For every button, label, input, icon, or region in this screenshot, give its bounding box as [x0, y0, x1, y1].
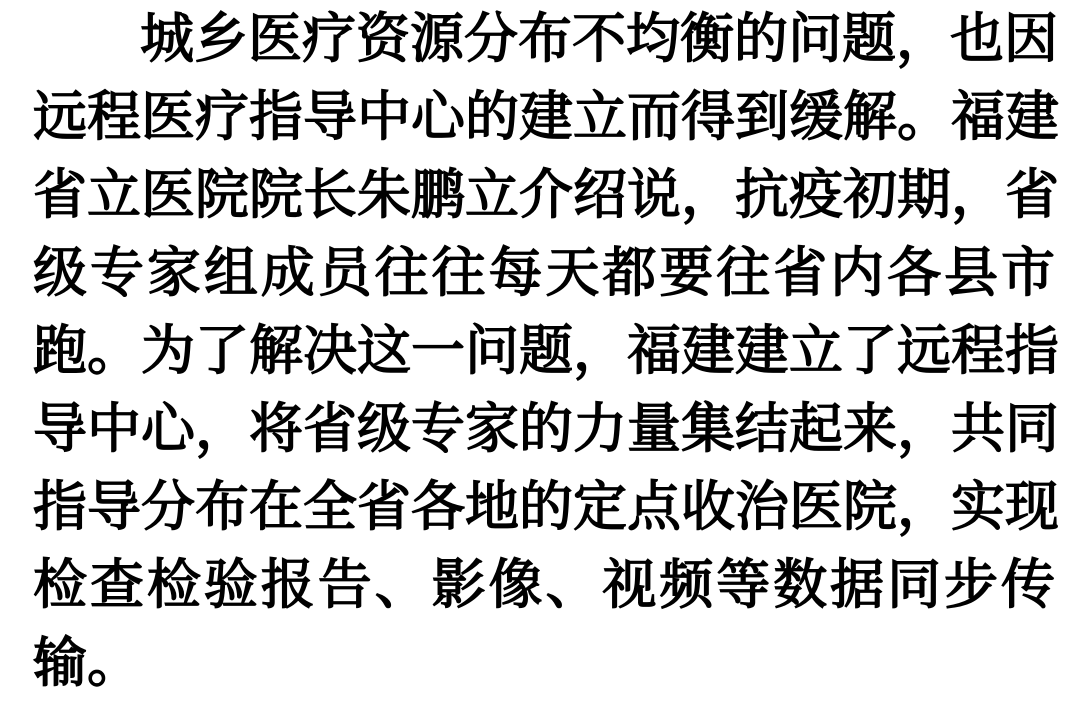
paragraph-line-7: 指导分布在全省各地的定点收治医院，实现: [33, 477, 1059, 537]
paragraph-line-6: 导中心，将省级专家的力量集结起来，共同: [33, 399, 1059, 459]
paragraph-line-4: 级专家组成员往往每天都要往省内各县市: [33, 243, 1055, 303]
paragraph-line-1: 城乡医疗资源分布不均衡的问题，也因: [140, 9, 1058, 69]
paragraph-line-5: 跑。为了解决这一问题，福建建立了远程指: [33, 321, 1059, 381]
paragraph-line-8: 检查检验报告、影像、视频等数据同步传: [33, 555, 1055, 615]
paragraph-line-2: 远程医疗指导中心的建立而得到缓解。福建: [33, 87, 1059, 147]
paragraph-line-9: 输。: [33, 633, 141, 693]
paragraph-line-3: 省立医院院长朱鹏立介绍说，抗疫初期，省: [33, 165, 1059, 225]
